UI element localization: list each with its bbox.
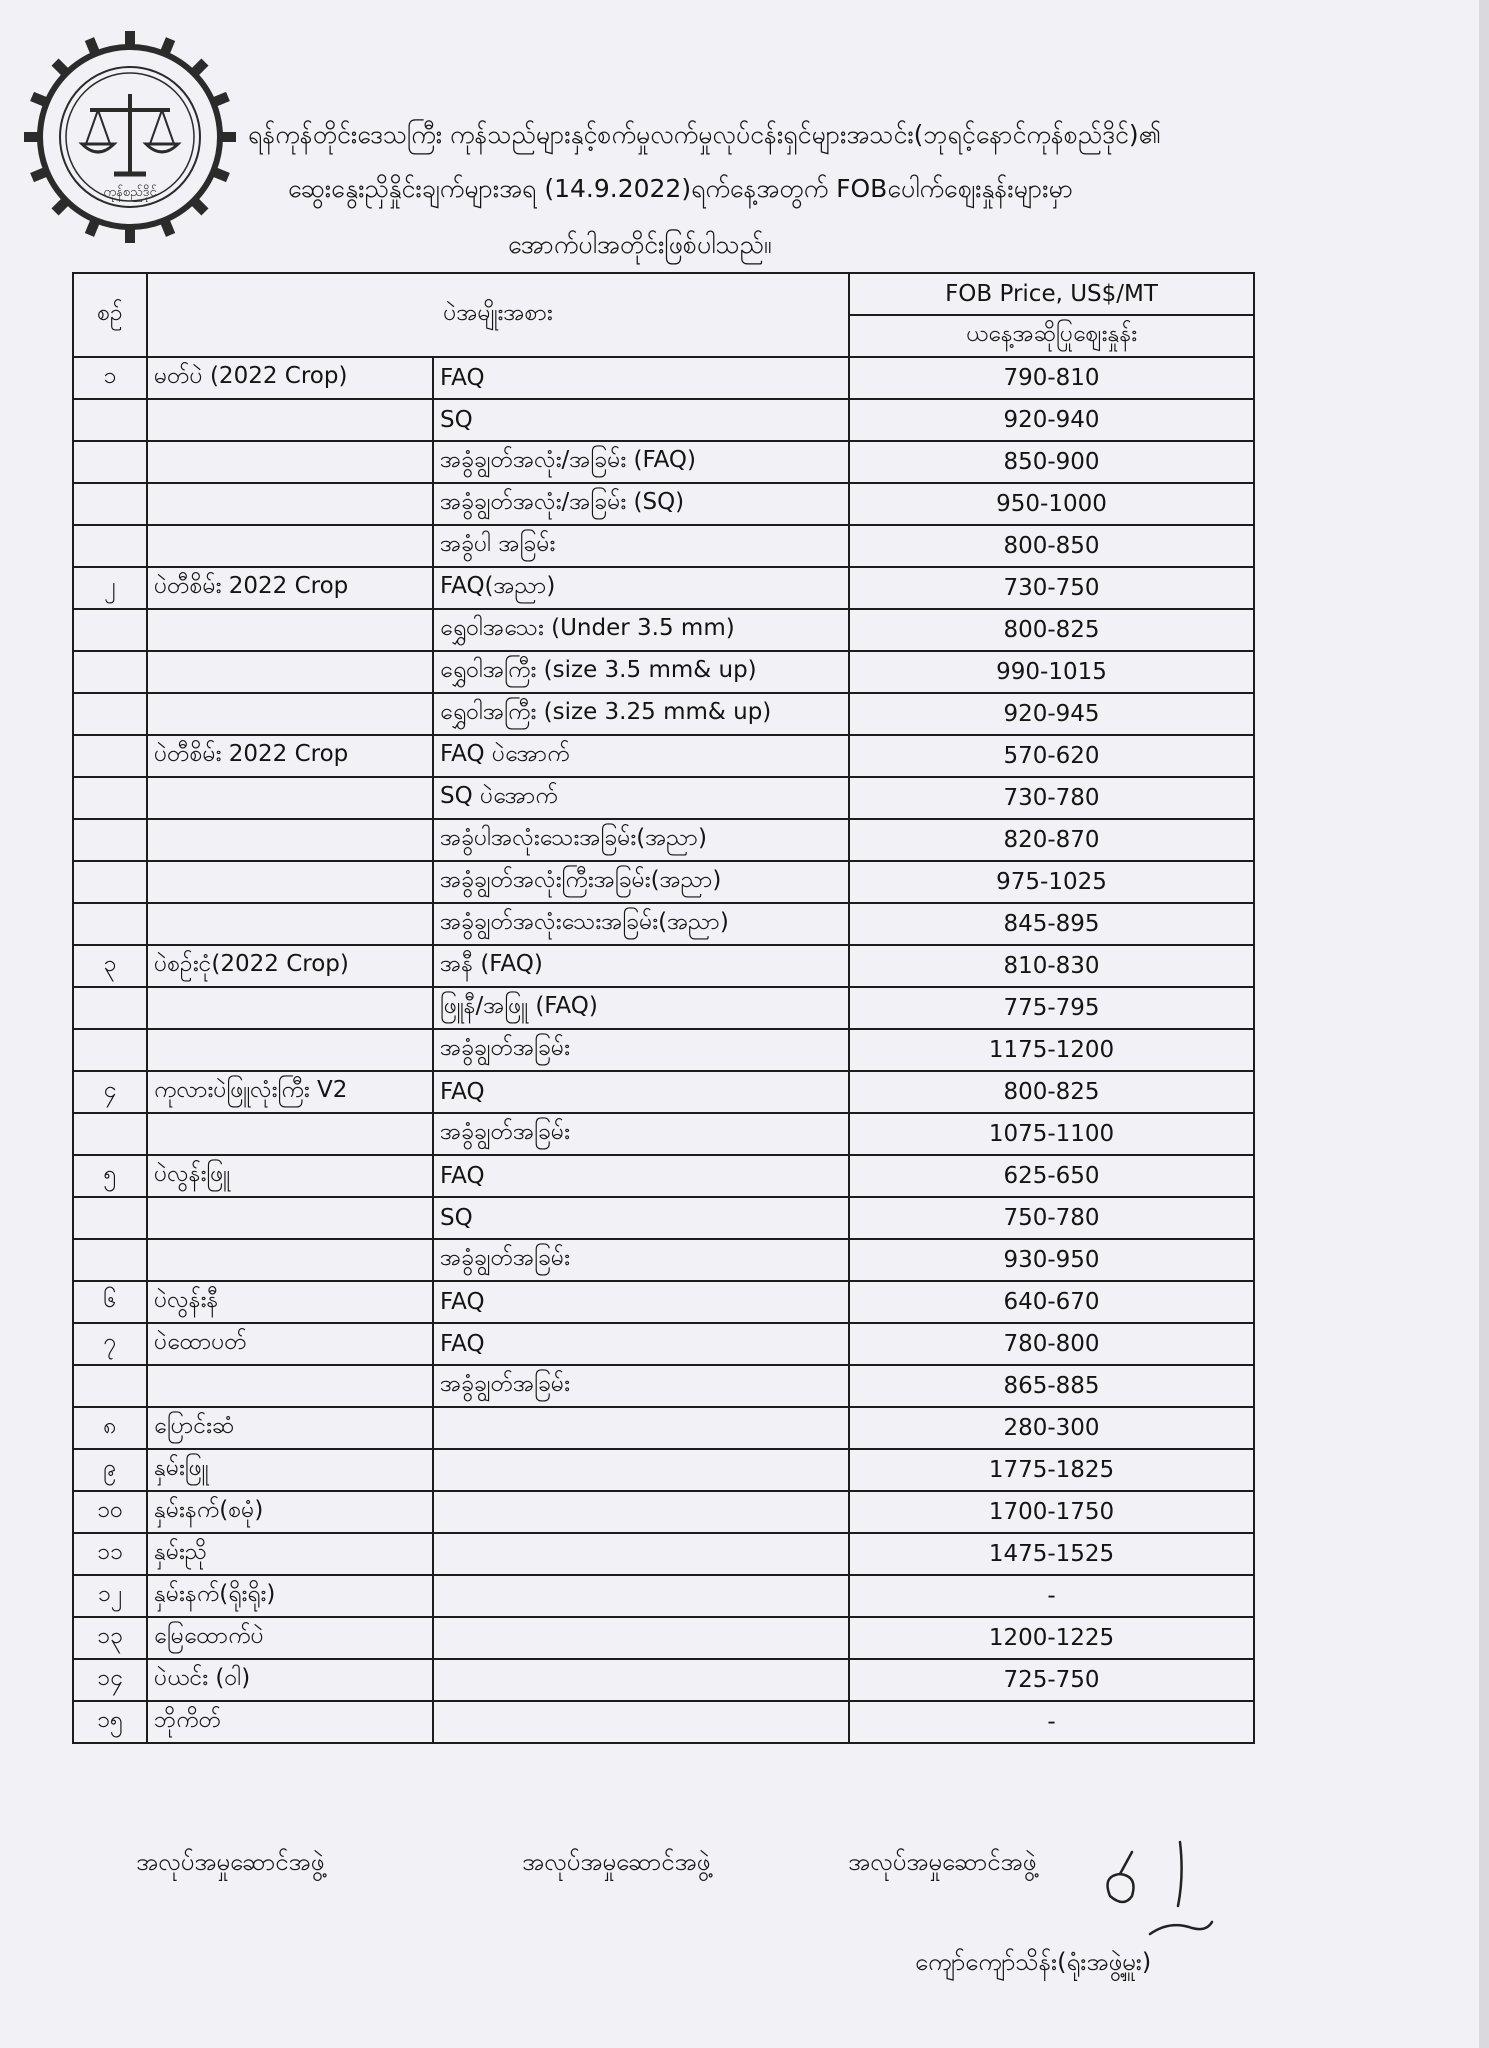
serial-no-cell: [73, 441, 147, 483]
serial-no-cell: ၉: [73, 1449, 147, 1491]
serial-no-cell: [73, 525, 147, 567]
price-cell: 810-830: [849, 945, 1254, 987]
serial-no-cell: [73, 1197, 147, 1239]
item-name-cell: ပဲတီစိမ်း 2022 Crop: [147, 735, 433, 777]
serial-no-cell: [73, 399, 147, 441]
table-row: [73, 1575, 1254, 1617]
item-name-cell: ပြောင်းဆံ: [147, 1407, 433, 1449]
price-cell: 1200-1225: [849, 1617, 1254, 1659]
serial-no-cell: [73, 1113, 147, 1155]
item-name-cell: [147, 861, 433, 903]
price-cell: 790-810: [849, 357, 1254, 399]
grade-cell: အခွံပါအလုံးသေးအခြမ်း(အညာ): [433, 819, 849, 861]
item-name-cell: [147, 987, 433, 1029]
price-cell: 1175-1200: [849, 1029, 1254, 1071]
price-cell: 1775-1825: [849, 1449, 1254, 1491]
grade-cell: [433, 1659, 849, 1701]
serial-no-cell: [73, 819, 147, 861]
table-row: [73, 1407, 1254, 1449]
signer-name: ကျော်ကျော်သိန်း(ရုံးအဖွဲ့မှူး): [915, 1948, 1152, 1976]
seal-gear-tooth: [55, 62, 65, 72]
item-name-cell: [147, 819, 433, 861]
serial-no-cell: ၄: [73, 1071, 147, 1113]
table-row: [73, 945, 1254, 987]
item-name-cell: နှမ်းနက်(စမုံ): [147, 1491, 433, 1533]
table-row: [73, 1701, 1254, 1743]
grade-cell: အခွံချွတ်အလုံး/အခြမ်း (FAQ): [433, 441, 849, 483]
grade-cell: [433, 1407, 849, 1449]
seal-gear-tooth: [165, 222, 170, 235]
header-item-type: ပဲအမျိုးအစား: [147, 273, 849, 357]
item-name-cell: [147, 483, 433, 525]
table-row: [73, 693, 1254, 735]
table-row: [73, 1365, 1254, 1407]
item-name-cell: ပဲလွန်းနီ: [147, 1281, 433, 1323]
grade-cell: FAQ ပဲအောက်: [433, 735, 849, 777]
item-name-cell: [147, 441, 433, 483]
grade-cell: FAQ(အညာ): [433, 567, 849, 609]
handwritten-signature: [1080, 1836, 1230, 1946]
item-name-cell: ပဲထောပတ်: [147, 1323, 433, 1365]
item-name-cell: ပဲယင်း (ဝါ): [147, 1659, 433, 1701]
price-cell: 950-1000: [849, 483, 1254, 525]
table-row: [73, 1071, 1254, 1113]
grade-cell: SQ: [433, 1197, 849, 1239]
price-cell: 845-895: [849, 903, 1254, 945]
grade-cell: FAQ: [433, 1071, 849, 1113]
serial-no-cell: ၁၂: [73, 1575, 147, 1617]
grade-cell: အခွံချွတ်အခြမ်း: [433, 1239, 849, 1281]
table-row: [73, 1323, 1254, 1365]
table-row: [73, 777, 1254, 819]
grade-cell: [433, 1533, 849, 1575]
scan-edge: [1479, 0, 1489, 2048]
header-serial-no: စဉ်: [73, 273, 147, 357]
item-name-cell: [147, 903, 433, 945]
seal-gear-tooth: [32, 96, 45, 101]
serial-no-cell: ၁၃: [73, 1617, 147, 1659]
grade-cell: FAQ: [433, 1281, 849, 1323]
price-cell: 920-945: [849, 693, 1254, 735]
header-fob-price: FOB Price, US$/MT: [849, 273, 1254, 315]
grade-cell: [433, 1491, 849, 1533]
price-cell: 775-795: [849, 987, 1254, 1029]
footer-signature-2: အလုပ်အမှုဆောင်အဖွဲ့: [522, 1848, 711, 1876]
seal-gear-tooth: [89, 39, 94, 52]
price-cell: 800-850: [849, 525, 1254, 567]
table-row: [73, 861, 1254, 903]
table-row: [73, 1491, 1254, 1533]
serial-no-cell: ၁၄: [73, 1659, 147, 1701]
price-cell: 850-900: [849, 441, 1254, 483]
grade-cell: [433, 1575, 849, 1617]
table-row: [73, 735, 1254, 777]
grade-cell: FAQ: [433, 1323, 849, 1365]
grade-cell: အခွံပါ အခြမ်း: [433, 525, 849, 567]
serial-no-cell: ၁၁: [73, 1533, 147, 1575]
heading-line-3: အောက်ပါအတိုင်းဖြစ်ပါသည်။: [508, 230, 772, 259]
price-cell: -: [849, 1701, 1254, 1743]
seal-label: ကုန်စည်ဒိုင်: [103, 185, 157, 200]
grade-cell: ဖြူနီ/အဖြူ (FAQ): [433, 987, 849, 1029]
item-name-cell: ကုလားပဲဖြူလုံးကြီး V2: [147, 1071, 433, 1113]
item-name-cell: [147, 399, 433, 441]
seal-gear-tooth: [215, 96, 228, 101]
table-row: [73, 1113, 1254, 1155]
grade-cell: အခွံချွတ်အလုံးသေးအခြမ်း(အညာ): [433, 903, 849, 945]
heading-line-1: ရန်ကုန်တိုင်းဒေသကြီး ကုန်သည်များနှင့်စက်မှုလက်မှုလုပ်ငန်းရှင်များအသင်း(ဘုရင့်နောင်ကုန်စည်ဒိုင်)၏: [248, 120, 1161, 149]
serial-no-cell: [73, 609, 147, 651]
seal-gear-tooth: [55, 202, 65, 212]
serial-no-cell: [73, 693, 147, 735]
price-cell: 570-620: [849, 735, 1254, 777]
grade-cell: ရွှေဝါအသေး (Under 3.5 mm): [433, 609, 849, 651]
serial-no-cell: ၆: [73, 1281, 147, 1323]
price-cell: 865-885: [849, 1365, 1254, 1407]
seal-gear-tooth: [195, 202, 205, 212]
seal-gear-tooth: [215, 172, 228, 177]
seal-gear-tooth: [32, 172, 45, 177]
serial-no-cell: ၁၀: [73, 1491, 147, 1533]
table-row: [73, 525, 1254, 567]
grade-cell: [433, 1701, 849, 1743]
price-cell: 930-950: [849, 1239, 1254, 1281]
serial-no-cell: [73, 1029, 147, 1071]
item-name-cell: [147, 1197, 433, 1239]
item-name-cell: ပဲစဉ်းငုံ(2022 Crop): [147, 945, 433, 987]
item-name-cell: [147, 693, 433, 735]
table-row: [73, 651, 1254, 693]
grade-cell: FAQ: [433, 1155, 849, 1197]
item-name-cell: ပဲတီစိမ်း 2022 Crop: [147, 567, 433, 609]
price-cell: 625-650: [849, 1155, 1254, 1197]
table-row: [73, 1449, 1254, 1491]
table-row: [73, 357, 1254, 399]
table-row: [73, 903, 1254, 945]
table-row: [73, 1155, 1254, 1197]
price-cell: -: [849, 1575, 1254, 1617]
item-name-cell: [147, 1239, 433, 1281]
seal-gear-tooth: [165, 39, 170, 52]
price-cell: 800-825: [849, 1071, 1254, 1113]
grade-cell: SQ ပဲအောက်: [433, 777, 849, 819]
table-row: [73, 1617, 1254, 1659]
grade-cell: အခွံချွတ်အခြမ်း: [433, 1113, 849, 1155]
seal-gear-tooth: [195, 62, 205, 72]
serial-no-cell: ၃: [73, 945, 147, 987]
serial-no-cell: [73, 861, 147, 903]
item-name-cell: [147, 1365, 433, 1407]
footer-signature-3: အလုပ်အမှုဆောင်အဖွဲ့: [848, 1848, 1037, 1876]
price-cell: 820-870: [849, 819, 1254, 861]
table-row: [73, 819, 1254, 861]
grade-cell: ရွှေဝါအကြီး (size 3.25 mm& up): [433, 693, 849, 735]
price-table: [72, 272, 1255, 1744]
price-cell: 1700-1750: [849, 1491, 1254, 1533]
serial-no-cell: [73, 777, 147, 819]
grade-cell: အနီ (FAQ): [433, 945, 849, 987]
grade-cell: အခွံချွတ်အခြမ်း: [433, 1365, 849, 1407]
item-name-cell: နှမ်းဖြူ: [147, 1449, 433, 1491]
item-name-cell: [147, 525, 433, 567]
price-cell: 280-300: [849, 1407, 1254, 1449]
heading-line-2: ဆွေးနွေးညှိနှိုင်းချက်များအရ (14.9.2022)ရက်နေ့အတွက် FOBပေါက်ဈေးနှုန်းများမှာ: [288, 174, 1074, 203]
grade-cell: [433, 1449, 849, 1491]
seal-gear-tooth: [89, 222, 94, 235]
serial-no-cell: [73, 651, 147, 693]
table-row: [73, 1281, 1254, 1323]
serial-no-cell: [73, 903, 147, 945]
table-row: [73, 483, 1254, 525]
table-row: [73, 1239, 1254, 1281]
serial-no-cell: ၁၅: [73, 1701, 147, 1743]
table-row: [73, 567, 1254, 609]
grade-cell: SQ: [433, 399, 849, 441]
item-name-cell: [147, 1029, 433, 1071]
grade-cell: အခွံချွတ်အခြမ်း: [433, 1029, 849, 1071]
grade-cell: [433, 1617, 849, 1659]
serial-no-cell: ၂: [73, 567, 147, 609]
item-name-cell: ပဲလွန်းဖြူ: [147, 1155, 433, 1197]
table-row: [73, 1533, 1254, 1575]
price-cell: 640-670: [849, 1281, 1254, 1323]
price-cell: 975-1025: [849, 861, 1254, 903]
price-cell: 1075-1100: [849, 1113, 1254, 1155]
serial-no-cell: [73, 1365, 147, 1407]
association-seal: [20, 24, 240, 250]
table-row: [73, 1197, 1254, 1239]
item-name-cell: မြေထောက်ပဲ: [147, 1617, 433, 1659]
price-cell: 730-780: [849, 777, 1254, 819]
item-name-cell: [147, 651, 433, 693]
price-cell: 920-940: [849, 399, 1254, 441]
table-row: [73, 1659, 1254, 1701]
item-name-cell: နှမ်းညို: [147, 1533, 433, 1575]
table-row: [73, 987, 1254, 1029]
item-name-cell: [147, 777, 433, 819]
price-cell: 780-800: [849, 1323, 1254, 1365]
price-cell: 750-780: [849, 1197, 1254, 1239]
table-row: [73, 609, 1254, 651]
footer-signature-1: အလုပ်အမှုဆောင်အဖွဲ့: [136, 1848, 325, 1876]
table-row: [73, 399, 1254, 441]
serial-no-cell: [73, 987, 147, 1029]
serial-no-cell: ၇: [73, 1323, 147, 1365]
price-cell: 990-1015: [849, 651, 1254, 693]
serial-no-cell: [73, 735, 147, 777]
table-row: [73, 1029, 1254, 1071]
item-name-cell: [147, 609, 433, 651]
serial-no-cell: [73, 483, 147, 525]
grade-cell: FAQ: [433, 357, 849, 399]
serial-no-cell: ၈: [73, 1407, 147, 1449]
price-cell: 730-750: [849, 567, 1254, 609]
item-name-cell: ဘိုကိတ်: [147, 1701, 433, 1743]
serial-no-cell: ၁: [73, 357, 147, 399]
header-proposed-price: ယနေ့အဆိုပြုဈေးနှုန်း: [849, 315, 1254, 357]
table-header-row: [73, 273, 1254, 315]
grade-cell: အခွံချွတ်အလုံး/အခြမ်း (SQ): [433, 483, 849, 525]
table-row: [73, 441, 1254, 483]
price-cell: 800-825: [849, 609, 1254, 651]
item-name-cell: နှမ်းနက်(ရိုးရိုး): [147, 1575, 433, 1617]
grade-cell: အခွံချွတ်အလုံးကြီးအခြမ်း(အညာ): [433, 861, 849, 903]
grade-cell: ရွှေဝါအကြီး (size 3.5 mm& up): [433, 651, 849, 693]
price-cell: 725-750: [849, 1659, 1254, 1701]
serial-no-cell: ၅: [73, 1155, 147, 1197]
price-cell: 1475-1525: [849, 1533, 1254, 1575]
serial-no-cell: [73, 1239, 147, 1281]
item-name-cell: [147, 1113, 433, 1155]
item-name-cell: မတ်ပဲ (2022 Crop): [147, 357, 433, 399]
